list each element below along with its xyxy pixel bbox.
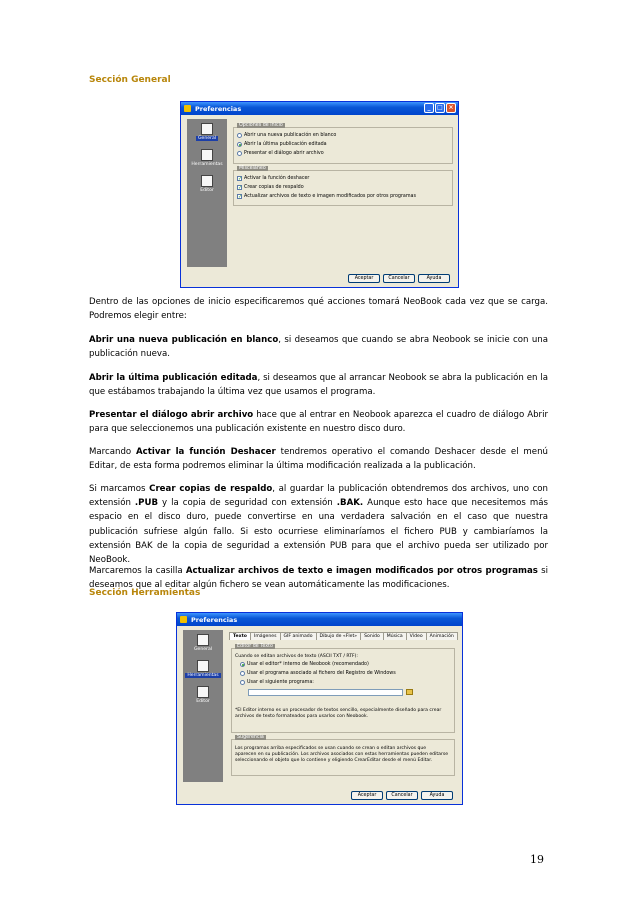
editor-note: *El Editor interno es un procesador de textos sencillo, especialmente diseñado para crear archivos de texto formateados para usarlos con Neobook. <box>235 708 442 719</box>
paragraph-last-publication: Abrir la última publicación editada, si deseamos que al arrancar Neobook se abra la publicación en la que estábamos trabajando la última vez que usamos el programa. <box>89 373 548 398</box>
editor-icon <box>197 686 209 698</box>
check-undo[interactable]: ✓ Activar la función deshacer <box>238 176 310 182</box>
tab-dibujo[interactable]: Dibujo de «Flet» <box>316 632 362 640</box>
general-icon <box>197 634 209 646</box>
dialog-title: Preferencias <box>195 104 242 113</box>
startup-options-group: Opciones de inicio Abrir una nueva publicación en blanco Abrir la última publicación editada Presentar el diálogo abrir archivo <box>233 127 453 164</box>
cancel-button[interactable]: Cancelar <box>383 274 415 283</box>
accept-button[interactable]: Aceptar <box>351 791 383 800</box>
help-button[interactable]: Ayuda <box>421 791 453 800</box>
help-button[interactable]: Ayuda <box>418 274 450 283</box>
sidebar-item-general[interactable]: General <box>187 123 227 141</box>
radio-new-publication[interactable]: Abrir una nueva publicación en blanco <box>237 133 336 138</box>
paragraph-undo: Marcando Activar la función Deshacer tendremos operativo el comando Deshacer desde el menú Editar, de esta forma podremos eliminar la última modificación realizada a la publicación. <box>89 447 548 472</box>
radio-internal-editor[interactable]: Usar el editor* interno de Neobook (recomendado) <box>240 662 369 667</box>
section-title-general: Sección General <box>89 75 171 85</box>
category-sidebar <box>183 630 223 782</box>
tools-icon <box>197 660 209 672</box>
paragraph-update-files: Marcaremos la casilla Actualizar archivos de texto e imagen modificados por otros programas si deseamos que al editar algún fichero se vean automáticamente las modificaciones. <box>89 566 548 591</box>
dialog-title-bar <box>181 102 458 115</box>
minimize-button[interactable]: _ <box>424 103 434 113</box>
maximize-button[interactable]: □ <box>435 103 445 113</box>
radio-registry-program[interactable]: Usar el programa asociado al fichero del Registro de Windows <box>240 671 396 676</box>
tab-musica[interactable]: Música <box>383 632 407 640</box>
tool-tabs <box>229 632 457 640</box>
tab-sonido[interactable]: Sonido <box>360 632 384 640</box>
dialog-title-bar <box>177 613 462 626</box>
dialog-title: Preferencias <box>191 615 238 624</box>
paragraph-backup: Si marcamos Crear copias de respaldo, al guardar la publicación obtendremos dos archivos, uno con extensión .PUB y la copia de seguridad con extensión .BAK. Aunque esto hace que necesitemos más espacio en el disco duro, puede convertirse en una verdadera salvación en el caso que nuestra publicación sufriese algún fallo. Si esto ocurriese eliminaríamos el fichero PUB y cambiaríamos la extensión BAK de la copia de seguridad a extensión PUB para que el archivo pueda ser utilizado por NeoBook. <box>89 484 549 566</box>
sidebar-item-editor[interactable]: Editor <box>187 175 227 193</box>
tab-video[interactable]: Vídeo <box>406 632 427 640</box>
sidebar-item-general[interactable]: General <box>183 634 223 652</box>
check-update-files[interactable]: ✓ Actualizar archivos de texto e imagen modificados por otros programas <box>238 194 416 200</box>
editor-icon <box>201 175 213 187</box>
app-icon <box>180 616 187 623</box>
close-button[interactable]: × <box>446 103 456 113</box>
tab-animacion[interactable]: Animación <box>426 632 458 640</box>
check-backup[interactable]: ✓ Crear copias de respaldo <box>238 185 304 191</box>
tab-gif-animado[interactable]: GIF animado <box>280 632 317 640</box>
paragraph-new-publication: Abrir una nueva publicación en blanco, si deseamos que cuando se abra Neobook se inicie con una publicación nueva. <box>89 335 548 360</box>
tip-group: Sugerencia Los programas arriba especificados se usan cuando se crean o editan archivos que aparecen en su publicación. Los archivos asociados con estas herramientas pueden editarse seleccionando el objeto que lo contiene y eligiendo CrearEditar desde el menú Editar. <box>231 739 455 776</box>
tip-text: Los programas arriba especificados se usan cuando se crean o editan archivos que aparecen en su publicación. Los archivos asociados con estas herramientas pueden editarse seleccionando el objeto que lo contiene y eligiendo CrearEditar desde el menú Editar. <box>235 746 449 763</box>
general-icon <box>201 123 213 135</box>
editor-question: Cuando se editan archivos de texto (ASCII TXT / RTF): <box>235 654 358 659</box>
paragraph-open-dialog: Presentar el diálogo abrir archivo hace que al entrar en Neobook aparezca el cuadro de diálogo Abrir para que seleccionemos una publicación existente en nuestro disco duro. <box>89 410 548 435</box>
accept-button[interactable]: Aceptar <box>348 274 380 283</box>
sidebar-item-editor[interactable]: Editor <box>183 686 223 704</box>
radio-last-publication[interactable]: Abrir la última publicación editada <box>237 142 327 147</box>
tab-texto[interactable]: Texto <box>229 632 251 640</box>
paragraph-intro: Dentro de las opciones de inicio especificaremos qué acciones tomará NeoBook cada vez que se carga. Podremos elegir entre: <box>89 297 548 322</box>
tab-imagenes[interactable]: Imágenes <box>250 632 281 640</box>
preferences-dialog-tools <box>176 612 463 805</box>
page-number: 19 <box>530 853 544 866</box>
app-icon <box>184 105 191 112</box>
sidebar-item-herramientas[interactable]: Herramientas <box>187 149 227 167</box>
section-title-herramientas: Sección Herramientas <box>89 588 201 598</box>
preferences-dialog-general <box>180 101 459 288</box>
program-path-input[interactable] <box>248 689 403 696</box>
radio-open-dialog[interactable]: Presentar el diálogo abrir archivo <box>237 151 324 156</box>
sidebar-item-herramientas[interactable]: Herramientas <box>183 660 223 678</box>
folder-icon[interactable] <box>406 689 413 695</box>
cancel-button[interactable]: Cancelar <box>386 791 418 800</box>
radio-custom-program[interactable]: Usar el siguiente programa: <box>240 680 314 685</box>
text-editor-group: Editor de Texto Cuando se editan archivos de texto (ASCII TXT / RTF): Usar el editor* interno de Neobook (recomendado) Usar el programa asociado al fichero del Registro de Windows Usar el siguiente programa: *El Editor interno es un procesador de textos sencillo, especialmente diseñado para crear archivos de texto formateados para usarlos con Neobook. <box>231 648 455 733</box>
misc-options-group: Misceláneo ✓ Activar la función deshacer ✓ Crear copias de respaldo ✓ Actualizar archivos de texto e imagen modificados por otros programas <box>233 170 453 206</box>
category-sidebar <box>187 119 227 267</box>
tools-icon <box>201 149 213 161</box>
